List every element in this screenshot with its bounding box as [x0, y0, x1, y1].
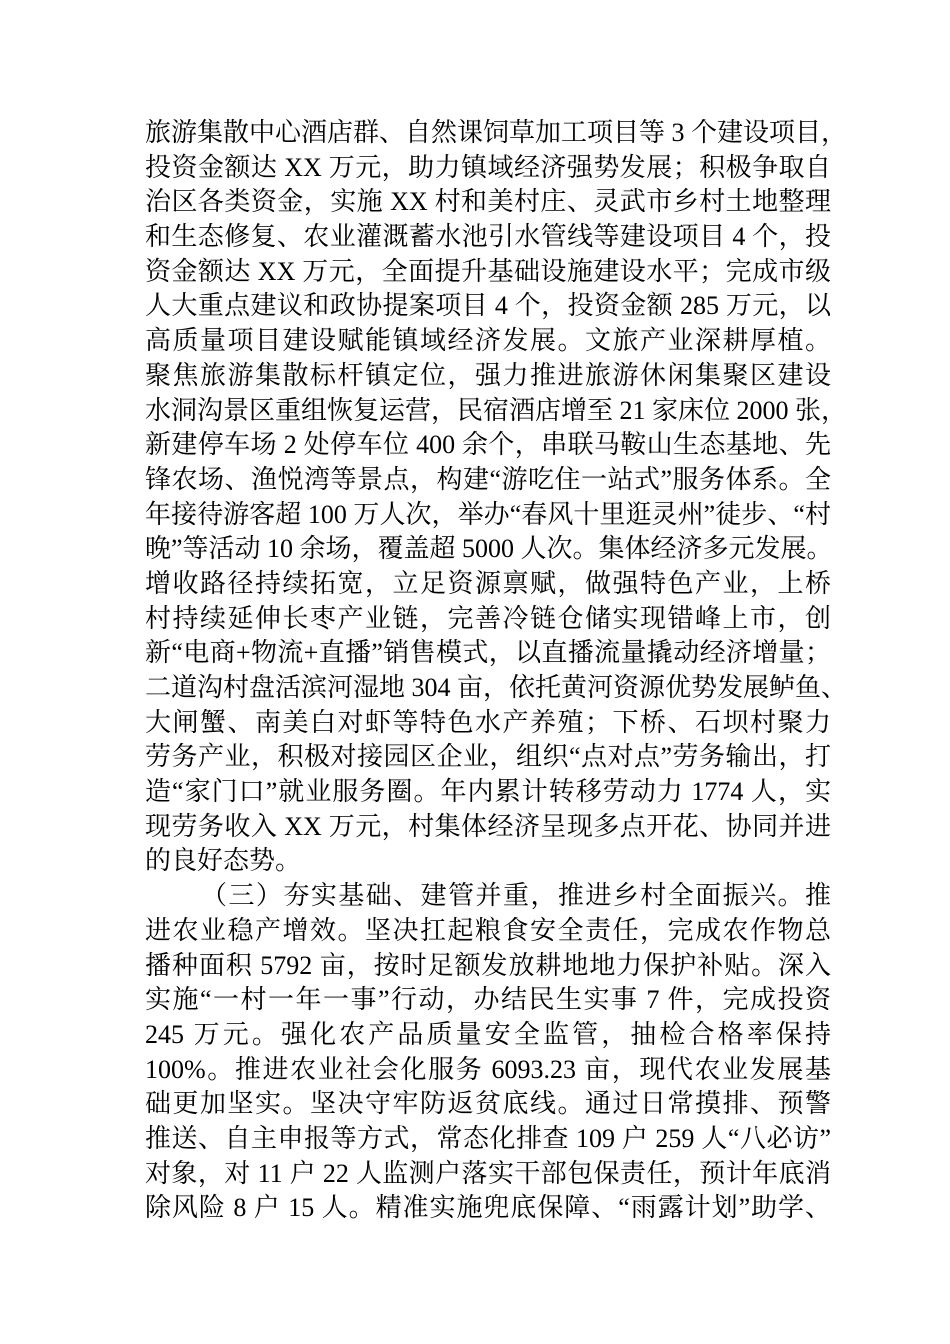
text-line: 245 万元。强化农产品质量安全监管，抽检合格率保持	[145, 1019, 831, 1049]
text-line: 水洞沟景区重组恢复运营，民宿酒店增至 21 家床位 2000 张，	[145, 395, 848, 425]
text-line: 聚焦旅游集散标杆镇定位，强力推进旅游休闲集聚区建设	[145, 360, 831, 390]
text-line: 旅游集散中心酒店群、自然课饲草加工项目等 3 个建设项目，	[145, 118, 848, 147]
text-line: 对象，对 11 户 22 人监测户落实干部包保责任，预计年底消	[145, 1158, 831, 1188]
text-line: 高质量项目建设赋能镇域经济发展。文旅产业深耕厚植。	[145, 326, 831, 356]
text-line: 锋农场、渔悦湾等景点，构建“游吃住一站式”服务体系。全	[145, 464, 831, 494]
section-heading-line: （三）夯实基础、建管并重，推进乡村全面振兴。推	[201, 881, 831, 911]
text-line: 进农业稳产增效。坚决扛起粮食安全责任，完成农作物总	[145, 915, 831, 945]
text-line: 现劳务收入 XX 万元，村集体经济呈现多点开花、协同并进	[145, 811, 831, 841]
text-line: 大闸蟹、南美白对虾等特色水产养殖；下桥、石坝村聚力	[145, 707, 831, 737]
text-line: 和生态修复、农业灌溉蓄水池引水管线等建设项目 4 个，投	[145, 222, 831, 252]
text-line: 二道沟村盘活滨河湿地 304 亩，依托黄河资源优势发展鲈鱼、	[145, 673, 848, 702]
text-line: 年接待游客超 100 万人次，举办“春风十里逛灵州”徒步、“村	[145, 499, 831, 529]
text-line: 资金额达 XX 万元，全面提升基础设施建设水平；完成市级	[145, 256, 831, 286]
text-line: 晚”等活动 10 余场，覆盖超 5000 人次。集体经济多元发展。	[145, 534, 833, 564]
text-line: 村持续延伸长枣产业链，完善冷链仓储实现错峰上市，创	[145, 603, 831, 633]
text-line: 增收路径持续拓宽，立足资源禀赋，做强特色产业，上桥	[145, 568, 831, 598]
text-line: 推送、自主申报等方式，常态化排查 109 户 259 人“八必访”	[145, 1123, 831, 1153]
text-line: 100%。推进农业社会化服务 6093.23 亩，现代农业发展基	[145, 1054, 831, 1084]
text-line: 新“电商+物流+直播”销售模式，以直播流量撬动经济增量；	[145, 638, 831, 668]
text-line: 人大重点建议和政协提案项目 4 个，投资金额 285 万元，以	[145, 291, 831, 321]
body-text	[145, 116, 848, 1226]
text-line: 础更加坚实。坚决守牢防返贫底线。通过日常摸排、预警	[145, 1089, 831, 1119]
text-line: 的良好态势。	[145, 846, 302, 876]
text-line: 播种面积 5792 亩，按时足额发放耕地地力保护补贴。深入	[145, 950, 831, 980]
text-line: 劳务产业，积极对接园区企业，组织“点对点”劳务输出，打	[145, 742, 831, 772]
text-line: 治区各类资金，实施 XX 村和美村庄、灵武市乡村土地整理	[145, 187, 831, 217]
text-line: 除风险 8 户 15 人。精准实施兜底保障、“雨露计划”助学、	[145, 1193, 831, 1223]
text-line: 新建停车场 2 处停车位 400 余个，串联马鞍山生态基地、先	[145, 430, 831, 460]
text-line: 实施“一村一年一事”行动，办结民生实事 7 件，完成投资	[145, 985, 831, 1015]
text-line: 造“家门口”就业服务圈。年内累计转移劳动力 1774 人，实	[145, 777, 831, 807]
text-line: 投资金额达 XX 万元，助力镇域经济强势发展；积极争取自	[145, 152, 831, 182]
